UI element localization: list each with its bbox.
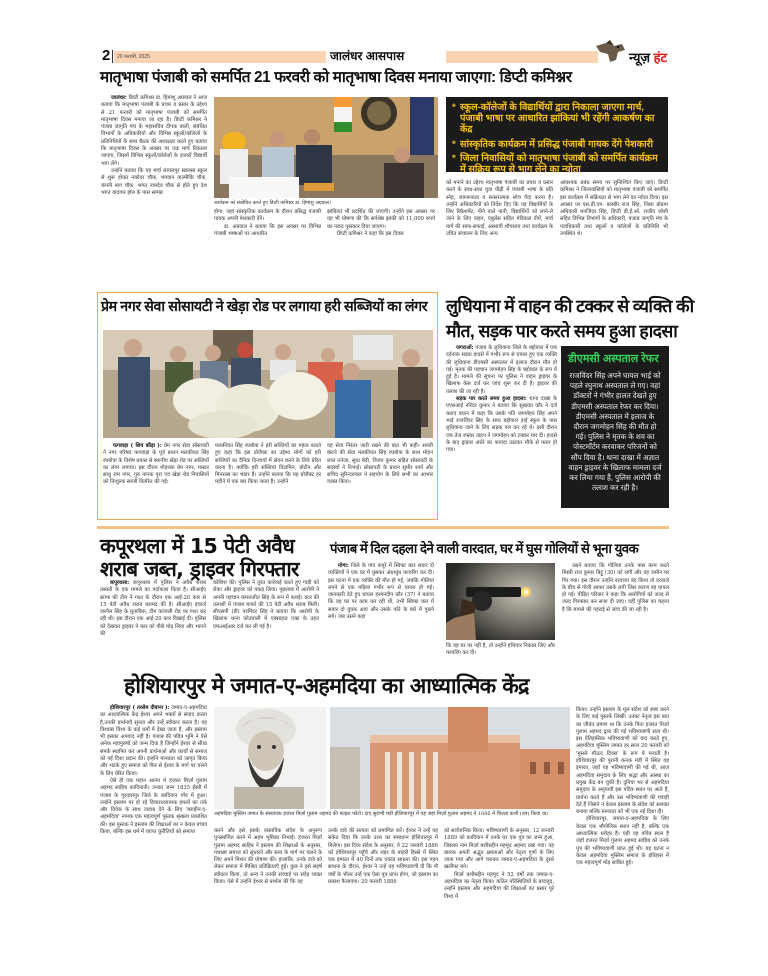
story1-dateline: जालंधर: (111, 95, 127, 101)
story6-dateline: होशियारपुर ( तरसेम दीवाना ): (110, 705, 170, 711)
story3-headline-line2: मौत, सड़क पार करते समय हुआ हादसा (446, 321, 678, 341)
page-number: 2 (102, 47, 111, 64)
story6-photo-building (330, 707, 570, 809)
story5-col1: मोगा: जिले के गांव कपूरे में स्विफ्ट कार सवार दो व्यक्तियों ने एक घर में घुसकर अंधाधुंध फायरिंग कर दी। इस घटना में एक व्यक्ति की मौत हो गई, जबकि गोलियां लगने से एक महिला गंभीर रूप से घायल हो गई। जानकारी देते हुए घायल हरमनदीप कौर (37) ने बताया कि वह घर पर काम कर रही थी, तभी स्विफ्ट कार में सवार दो युवक आए और उसके पति के बारे में पूछने लगे। जब उसने कहा (328, 563, 435, 621)
story6-col3: उनके दावे की सत्यता को प्रमाणित करें। ईश्वर ने उन्हें यह संकेत दिया कि उनके उत्तर का समाधान होशियारपुर में मिलेगा। इस दिव्य संदेश के अनुसार, वे 22 जनवरी 1886 को होशियारपुर पहुँचे और शहर के बाहरी हिस्से में स्थित एक इमारत में 40 दिनों तक एकांत साधना की। इस गहन साधना के दौरान, ईश्वर ने उन्हें यह भविष्यवाणी दी कि नौ वर्षों के भीतर उन्हें एक ऐसा पुत्र प्राप्त होगा, जो इस्लाम का प्रकाश फैलाएगा। 20 फरवरी 1886 (328, 828, 438, 886)
story1-photo-dc-meeting (214, 97, 438, 198)
masthead-divider (112, 50, 113, 63)
story4-headline-line2: शराब जब्त, ड्राइवर गिरफ्तार (100, 557, 299, 581)
story1-col3 (327, 209, 435, 238)
eagle-logo-icon (594, 40, 628, 64)
highlight-item: * जिला निवासियों को मातृभाषा पंजाबी को समर्पित कार्यक्रम में सक्रिय रूप से भाग लेने का न्योता (452, 153, 662, 175)
section-title: जालंधर आसपास (326, 50, 408, 62)
story1-col3-p2: डिप्टी कमिश्नर ने कहा कि इस दिवस (337, 230, 404, 237)
story6-photo-caption: अहमदिया मुस्लिम जमात के संस्थापक हजरत मिर्ज़ा गुलाम अहमद की फाइल फोटो। दाएं,सुराणी मंडी होशियारपुर में वह जहां मिर्ज़ा गुलाम अहमद ने 1886 में चिल्ला कशी (तप) किया था। (214, 811, 549, 817)
logo-part1: न्यूज़ (629, 50, 651, 65)
newspaper-logo (629, 48, 667, 66)
story1-headline: मातृभाषा पंजाबी को समर्पित 21 फरवरी को मातृभाषा दिवस मनाया जाएगा: डिप्टी कमिश्नर (100, 69, 572, 86)
logo-part2: हंट (653, 50, 668, 65)
story2-photo-vegetable-langar (103, 330, 433, 438)
highlight-item: * सांस्कृतिक कार्यक्रम में प्रसिद्ध पंजाबी गायक देंगे पेशकारी (452, 139, 662, 150)
story3-dmc-box (561, 346, 669, 508)
story2-dateline: फगवाड़ा ( शिव कौड़ा ): (113, 443, 162, 449)
story2-col2: मलकीयत सिंह रघबोत्रा ने हरी सब्जियों का महत्व बताते हुए कहा कि इस प्रोजैक्ट का उद्देश्य लोगों को हरी सब्जियों का दैनिक दिनचर्या में सेवन करने के लिये प्रेरित करना है। क्योंकि हरी सब्जियां विटामिन, प्रोटीन और मिनरल्स का भंडार हैं। उन्होंने बताया कि यह प्रोजैक्ट हर महीने में एक बार किया जाता है। उन्होंने (215, 443, 321, 486)
story6-headline: होशियारपुर मे जमात-ए-अहमदिया का आध्यात्मिक केंद्र (124, 674, 529, 699)
story4-col1: कपूरथला: कपूरथला में पुलिस ने अवैध शराब तस्करी के एक मामले का पर्दाफाश किया है। सीआईए स्टाफ की टीम ने गश्त के दौरान एक आई-20 कार से 15 पेटी अवैध शराब बरामद की है। सीआईए इंचार्ज जरनैल सिंह के मुताबिक, टीम कांजली रोड पर गश्त कर रही थी। इस दौरान एक आई-20 कार दिखाई दी। पुलिस को देखकर ड्राइवर ने कार को पीछे मोड़ लिया और भागने की (100, 580, 207, 638)
story1-highlights-box (446, 97, 668, 176)
story5-col2: कि वह घर पर नहीं है, तो उन्होंने हथियार निकाल लिए और फायरिंग कर दी। (446, 643, 555, 657)
story1-col1-p1: डिप्टी कमिश्नर डा. हिमांशु अग्रवाल ने आज बताया कि मातृभाषा पंजाबी के प्रचार व प्रसार के उद्देश्य से 21 फरवरी को मातृभाषा पंजाबी को समर्पित मातृभाषा दिवस मनाया जा रहा है। डिप्टी कमिश्नर ने पंजाब जागृति मंच के महासचिव दीपक बाली, संबंधित विभागों के अधिकारियों और विभिन्न स्कूलों/कॉलेजों के प्रतिनिधियों के साथ बैठक की अध्यक्षता करते हुए बताया कि मातृभाषा दिवस के अवसर पर एक मार्च निकाला जाएगा, जिसमें विभिन्न स्कूलों/कॉलेजों के हजारों विद्यार्थी भाग लेंगे। (101, 95, 207, 167)
story5-col3: उसने बताया कि गोलियां उनके पास काम करते मिस्त्री राज कुमार बिट्टू (30) को लगीं और वह जमीन पर गिर गया। इस दौरान उन्होंने दरवाजा बंद किया तो दरवाजे के बीच से गोली आकर उसके लगी जिस कारण वह घायल हो गई। पीड़ित परिवार ने कहा कि आरोपियों को जल्द से जल्द गिरफ्तार कर सजा दी जाए। वहीं पुलिस का कहना है कि मामले की गहराई से जांच की जा रही है। (562, 563, 669, 613)
story5-dateline: मोगा: (338, 563, 349, 569)
story6-col2: करने और इसे इसके वास्तविक संदेश के अनुरूप पुनर्स्थापित करने में अहम भूमिका निभाई। हजरत मिर्ज़ा गुलाम अहमद साहिब ने इस्लाम की शिक्षाओं के अनुसार, पथभ्रष्ट समाज को सुधारने और सत्य के मार्ग पर चलने के लिए अपने मिशन की घोषणा की। हालांकि, उनके दावे को लेकर समाज में मिश्रित प्रतिक्रियाएँ हुईं। कुछ ने इसे सहर्ष स्वीकार किया, तो अन्य ने उनकी सच्चाई पर संदेह व्यक्त किया। ऐसे में उन्होंने ईश्वर से प्रार्थना की कि वह (214, 828, 322, 886)
story3-headline-line1: लुधियाना में वाहन की टक्कर से व्यक्ति की (446, 296, 694, 316)
masthead-bar-right (446, 51, 598, 63)
story5-photo-revolver (446, 563, 555, 640)
story6-photo-mirza-ghulam-ahmad (214, 707, 326, 809)
story1-col2-p2: डा. अग्रवाल ने बताया कि इस अवसर पर विभिन्न पंजाबी भाषाओं पर आधारित (214, 223, 321, 237)
story2-col1: फगवाड़ा ( शिव कौड़ा ): प्रेम नगर सेवा सोसायटी ने नगर परिषद फगवाड़ा के पूर्व प्रधान मलकीयत सिंह रघबोत्रा के विशेष प्रयास से स्थानीय खेड़ा रोड पर सब्जियों का लंगर लगाया। इस दौरान मोहल्ला प्रेम नगर, मास्टर साधु राम नगर, गुरु नानक पुरा एवं खेड़ा रोड निवासियों को निःशुल्क सब्जी वितरित की गईं। (103, 443, 209, 486)
story6-col1: होशियारपुर ( तरसेम दीवाना ): जमात-ए-अहमदिया का आध्यात्मिक केंद्र ईश्वर अपने भक्तों से संवाद करता है,उनकी प्रार्थनाएँ सुनता और उन्हें स्वीकार करता है। यह विश्वास विश्व के कई धर्मों में देखा जाता है, और इस्लाम भी इसका अपवाद नहीं है। पंजाब की पवित्र भूमि ने ऐसे अनेक महापुरुषों को जन्म दिया है जिन्होंने ईश्वर से सीधा संपर्क स्थापित कर अपनी प्रार्थनाओं और कार्यों से समाज को नई दिशा प्रदान की। इन्होंने मानवता को जागृत किया और भटके हुए समाज को फिर से ईश्वर के मार्ग पर चलने के लिए प्रेरित किया। ऐसे ही एक महान आत्मा थे हजरत मिर्ज़ा गुलाम अहमद साहिब कादियानी। उनका जन्म 1835 ईस्वी में पंजाब के गुरदासपुर जिले के कादियान गाँव में हुआ। उन्होंने इस्लाम पर हो रहे विचारधारात्मक हमलों का तर्क और विवेक के साथ जवाब देने के लिए 'बराहीन-ए-अहमदिया' नामक एक महत्वपूर्ण पुस्तक श्रृंखला प्रकाशित की। इस पुस्तक ने इस्लाम की शिक्षाओं का न केवल बचाव किया, बल्कि इस धर्म में व्याप्त कुरीतियों को समाप्त (100, 705, 207, 836)
section-divider (97, 526, 669, 529)
story1-col2-p1: होगा, जहां सांस्कृतिक कार्यक्रम के दौरान प्रसिद्ध पंजाबी गायक अपनी पेशकारी देंगे। (214, 209, 321, 223)
story1-col2 (214, 209, 321, 238)
story1-col3-p1: झांकियां भी प्रदर्शित की जाएंगी। उन्होंने इस अवसर पर यह भी घोषणा की कि सर्वश्रेष्ठ झांकी को 11,000 रुपये का नकद पुरस्कार दिया जाएगा। (327, 209, 435, 230)
story3-subhead: सड़क पार करते समय हुआ हादसा: (456, 396, 527, 403)
highlight-item: * स्कूल-कॉलेजों के विद्यार्थियों द्वारा निकाला जाएगा मार्च, पंजाबी भाषा पर आधारित झांकियां भी रहेंगी आकर्षण का केंद्र (452, 102, 662, 136)
story1-col5: आवश्यक प्रबंध समय पर सुनिश्चित किए जाएं। डिप्टी कमिश्नर ने जिलावासियों को मातृभाषा पंजाबी को समर्पित इस कार्यक्रम में सक्रियता से भाग लेने का न्योता दिया। इस अवसर पर एस.डी.एम. बलबीर राज सिंह, जिला प्रोग्राम अधिकारी मनजिंदर सिंह, डिप्टी डी.ई.ओ. राजीव जोशी सहित विभिन्न विभागों के अधिकारी, पंजाब जागृति मंच के पदाधिकारी तथा स्कूलों व कॉलेजों के प्रतिनिधि भी उपस्थित थे। (560, 180, 668, 238)
story6-col5: किया। उन्होंने इस्लाम के मूल संदेश को स्पष्ट करने के लिए कई पुस्तकें लिखीं। उनका नेतृत्व इस बात का जीवंत प्रमाण था कि उनके पिता हजरत मिर्ज़ा गुलाम अहमद द्वारा की गई भविष्यवाणी सत्य थी। इस ऐतिहासिक भविष्यवाणी को याद करते हुए, अहमदिया मुस्लिम जमात हर साल 20 फरवरी को 'मुसले मौऊद दिवस' के रूप में मनाती है। होशियारपुर की पुरानी कनक मंडी में स्थित वह इमारत, जहाँ यह भविष्यवाणी की गई थी, आज अहमदिया समुदाय के लिए श्रद्धा और आस्था का प्रमुख केंद्र बन चुकी है। दुनिया भर से अहमदिया समुदाय के अनुयायी इस पवित्र स्थान पर आते हैं, प्रार्थना करते हैं और उस भविष्यवाणी की गवाही देते हैं जिसने न केवल इस्लाम के संदेश को सशक्त बनाया बल्कि मानवता को भी एक नई दिशा दी। होशियारपुर, जमात-ए-अहमदिया के लिए केवल एक भौगोलिक स्थान नहीं है, बल्कि एक आध्यात्मिक धरोहर है। यही वह पवित्र स्थल है जहाँ हजरत मिर्ज़ा गुलाम अहमद साहिब को उनके पुत्र की भविष्यवाणी प्राप्त हुई थी। यह घटना न केवल अहमदिया मुस्लिम समाज के इतिहास में एक महत्वपूर्ण मोड़ साबित हुई। (576, 707, 669, 867)
story4-col2: कोशिश की। पुलिस ने तुरंत कार्रवाई करते हुए गाड़ी को रोका और ड्राइवर को पकड़ लिया। पूछताछ में आरोपी ने अपनी पहचान कमलजीत सिंह के रूप में बताई। कार की तलाशी में पंजाब मार्का की 15 पेटी अवैध शराब मिली। सीएसपी (डी) परमिंदर सिंह ने बताया कि आरोपी के खिलाफ थाना कोतवाली में एक्साइज एक्ट के तहत एफआईआर दर्ज कर ली गई है। (213, 580, 319, 630)
masthead (100, 46, 685, 66)
story2-col3: यह सेवा निरंतर जारी रखने की बात भी कही। सब्जी बांटने की सेवा मलकीयत सिंह रघबोत्रा के साथ मोहन लाल तनेजा, सुधा बेदी, विजय कुमार सहित सोसायटी के सदस्यों ने निभाई। सोसायटी के प्रधान सुधीर शर्मा और सचिव सुरिन्दरपाल ने सहयोग के लिये सभी का आभार व्यक्त किया। (327, 443, 433, 486)
story6-col4: को सार्वजनिक किया। भविष्यवाणी के अनुसार, 12 जनवरी 1889 को कादियान में उनके घर एक पुत्र का जन्म हुआ, जिसका नाम मिर्ज़ा बशीरुद्दीन महमूद अहमद रखा गया। यह बालक अपनी अद्भुत क्षमताओं और नेतृत्व गुणों के लिए जाना गया और आगे चलकर जमात-ए-अहमदिया के दूसरे खलीफा बने। मिर्ज़ा बशीरुद्दीन महमूद ने 52 वर्षों तक जमात-ए-अहमदिया का नेतृत्व किया। कठिन परिस्थितियों के बावजूद, उन्होंने इस्लाम और अहमदिया की शिक्षाओं का प्रसार पूरे विश्व में (444, 828, 554, 900)
story4-dateline: कपूरथला: (110, 580, 130, 586)
story1-photo-caption: कार्यक्रम को संबोधित करते हुए डिप्टी कमिश्नर डा. हिमांशु अग्रवाल। (214, 200, 331, 206)
story3-text: जगराओं: पंजाब के लुधियाना जिले के बद्दोवाल में एक दर्दनाक सड़क हादसे में गंभीर रूप से घायल हुए एक व्यक्ति की लुधियाना डीएमसी अस्पताल में इलाज दौरान मौत हो गई। मृतक की पहचान जगमोहन सिंह के बद्दोवाल के रूप में हुई है। मामले की सूचना पर पुलिस ने वाहन ड्राइवर के खिलाफ केस दर्ज कर जांच शुरू कर दी है। ड्राइवर की तलाश की जा रही है। सड़क पार करते समय हुआ हादसा: थाना दाखा के एएसआई नरिंदर कुमार ने बताया कि सुखवंत कौर ने दर्ज कराए बयान में कहा कि उसके पति जगमोहन सिंह अपने भाई राजविंदर सिंह के साथ बद्दोवाल हाई स्कूल के पास लुधियाना जाने के लिए सड़क पार कर रहे थे। इसी दौरान एक तेज रफ्तार वाहन ने जगमोहन को टक्कर मार दी। हादसे के बाद ड्राइवर अंधेरे का फायदा उठाकर मौके से फरार हो गया। (446, 345, 557, 454)
story1-col1 (101, 95, 207, 197)
story1-col4: को मनाने का उद्देश्य मातृभाषा पंजाबी का प्रचार व प्रसार करने के साथ-साथ युवा पीढ़ी में पंजाबी भाषा के प्रति स्नेह, जागरूकता व सकारात्मक सोच पैदा करना है। उन्होंने अधिकारियों को निर्देश दिए कि यह विद्यार्थियों के लिए रिफ्रैशमेंट, पीने वाले पानी, विद्यार्थियों को लाने-ले जाने के लिए वाहन, एंबुलेंस सहित मेडिकल टीमें, मार्च मार्ग की साफ-सफाई, अस्थायी शौचालय तथा कार्यक्रम के उचित संचालन के लिए अन्य (446, 180, 553, 238)
dmc-box-text: राजविंदर सिंह अपने घायल भाई को पहले रघुनाथ अस्पताल ले गए। वहां डॉक्टरों ने गंभीर हालत देखते हुए डीएमसी अस्पताल रेफर कर दिया। डीएमसी अस्पताल में इलाज के दौरान जगमोहन सिंह की मौत हो गई। पुलिस ने मृतक के शव का पोस्टमॉर्टम करवाकर परिजनों को सौंप दिया है। थाना दाखा में अज्ञात वाहन ड्राइवर के खिलाफ मामला दर्ज कर लिया गया है, पुलिस आरोपी की तलाश कर रही है। (568, 371, 662, 493)
dmc-box-title: डीएमसी अस्पताल रेफर (568, 353, 659, 365)
story4-headline-line1: कपूरथला में 15 पेटी अवैध (100, 534, 295, 558)
story1-col1-p2: उन्होंने बताया कि यह मार्च लायलपुर खालसा स्कूल से शुरू होकर नकोदर चौक, भगवान वाल्मीकि चौक, कंपनी बाग चौक, भगत नामदेव चौक से होते हुए देश भगत यादगार हॉल के पास सम्पन्न (101, 167, 207, 196)
story3-dateline: जगराओं: (456, 345, 474, 351)
story5-headline: पंजाब में दिल दहला देने वाली वारदात, घर में घुस गोलियों से भूना युवक (330, 541, 639, 556)
story2-headline: प्रेम नगर सेवा सोसायटी ने खेड़ा रोड पर लगाया हरी सब्जियों का लंगर (101, 299, 428, 315)
issue-date: 20 फरवरी, 2025 (117, 54, 150, 60)
